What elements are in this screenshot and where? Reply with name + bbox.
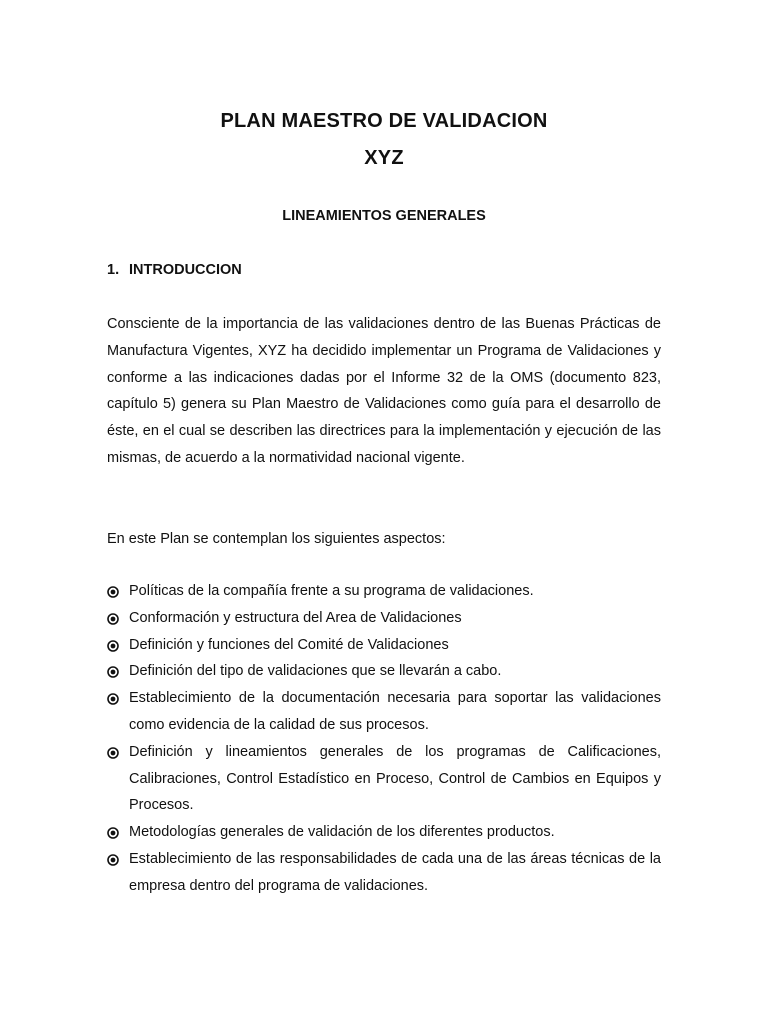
circled-bullet-icon xyxy=(107,747,119,759)
aspects-list xyxy=(107,578,661,900)
list-item xyxy=(107,578,661,605)
aspects-intro-paragraph: En este Plan se contemplan los siguientes aspectos: xyxy=(107,531,446,547)
document-title: PLAN MAESTRO DE VALIDACION xyxy=(220,110,548,132)
list-item-text: Definición y lineamientos generales de los programas de Calificaciones, Calibraciones, Control Estadístico en Proceso, Control de Cambios en Equipos y Procesos. xyxy=(129,743,661,814)
section-number: 1. xyxy=(107,262,120,278)
list-item xyxy=(107,605,661,632)
document-title-company: XYZ xyxy=(364,147,404,169)
list-item-text: Establecimiento de las responsabilidades de cada una de las áreas técnicas de la empresa dentro del programa de validaciones. xyxy=(129,850,661,894)
circled-bullet-icon xyxy=(107,640,119,652)
circled-bullet-icon xyxy=(107,586,119,598)
circled-bullet-icon xyxy=(107,693,119,705)
list-item-text: Establecimiento de la documentación necesaria para soportar las validaciones como evidencia de la calidad de sus procesos. xyxy=(129,690,661,733)
list-item xyxy=(107,739,661,819)
circled-bullet-icon xyxy=(107,613,119,625)
circled-bullet-icon xyxy=(107,827,119,839)
list-item xyxy=(107,685,661,739)
list-item xyxy=(107,658,661,685)
list-item-text: Conformación y estructura del Area de Validaciones xyxy=(129,609,462,626)
section-heading xyxy=(107,262,242,278)
circled-bullet-icon xyxy=(107,666,119,678)
list-item-text: Políticas de la compañía frente a su programa de validaciones. xyxy=(129,583,534,599)
circled-bullet-icon xyxy=(107,854,119,866)
document-subtitle: LINEAMIENTOS GENERALES xyxy=(282,208,486,224)
list-item xyxy=(107,819,661,846)
intro-paragraph: Consciente de la importancia de las validaciones dentro de las Buenas Prácticas de Manufactura Vigentes, XYZ ha decidido implementar un Programa de Validaciones y conforme a las indicaciones dadas por el Informe 32 de la OMS (documento 823, capítulo 5) genera su Plan Maestro de Validaciones como guía para el desarrollo de éste, en el cual se describen las directrices para la implementación y ejecución de las mismas, de acuerdo a la normatividad nacional vigente. xyxy=(107,316,661,466)
list-item-text: Definición y funciones del Comité de Validaciones xyxy=(129,636,449,653)
list-item xyxy=(107,846,661,900)
section-title: INTRODUCCION xyxy=(129,262,242,278)
list-item-text: Metodologías generales de validación de los diferentes productos. xyxy=(129,824,555,841)
list-item xyxy=(107,632,661,659)
list-item-text: Definición del tipo de validaciones que se llevarán a cabo. xyxy=(129,663,502,680)
